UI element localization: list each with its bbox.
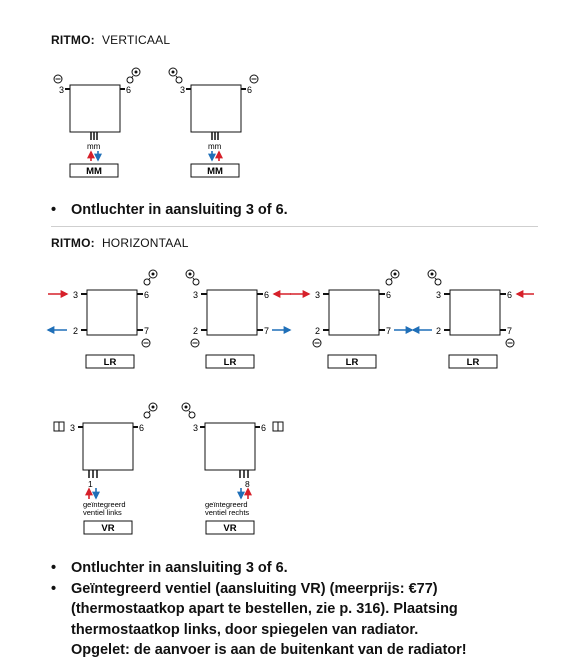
valve-head-icon [186, 270, 199, 285]
diagram-label: 6 [144, 290, 150, 300]
bullet-dot: • [51, 580, 57, 597]
plug-icon [54, 422, 64, 431]
bullet-continuation: (thermostaatkop apart te bestellen, zie p. 316). Plaatsing [71, 601, 458, 617]
orientation-label: VERTICAAL [101, 33, 171, 47]
diagram-label: geïntegreerd [205, 500, 248, 509]
vent-icon [250, 75, 258, 83]
plug-icon [273, 422, 283, 431]
bullet-item: Ontluchter in aansluiting 3 of 6. [71, 560, 288, 576]
diagram-label: 6 [261, 423, 267, 433]
vent-icon [506, 339, 514, 347]
bullet-list-vertical [51, 200, 531, 221]
vent-icon [313, 339, 321, 347]
diagram-label: LR [466, 357, 480, 368]
diagram-label: 7 [264, 326, 270, 336]
diagram-label: 3 [193, 290, 199, 300]
diagram-label: 3 [73, 290, 79, 300]
bottom-label: mm [87, 142, 101, 151]
port-3: 3 [59, 85, 65, 95]
port-6: 6 [247, 85, 253, 95]
bullet-dot: • [51, 202, 57, 218]
horizontal-diagram-3 [290, 270, 412, 368]
diagram-label: 8 [245, 479, 250, 489]
bullet-item: Geïntegreerd ventiel (aansluiting VR) (meerprijs: €77) [71, 580, 438, 597]
valve-head-icon [144, 403, 157, 418]
box-label: MM [207, 166, 223, 177]
horizontal-diagram-2 [186, 270, 291, 368]
horizontal-diagram-1 [48, 270, 157, 368]
diagram-label: 6 [507, 290, 513, 300]
vertical-diagram-2 [169, 68, 258, 177]
bullet-continuation: thermostaatkop links, door spiegelen van radiator. [71, 621, 419, 638]
diagram-label: VR [223, 523, 237, 534]
bullet-continuation: Opgelet: de aanvoer is aan de buitenkant van de radiator! [71, 642, 467, 658]
diagram-label: VR [101, 523, 115, 534]
valve-head-icon [127, 68, 140, 83]
horizontal-diagram-4 [413, 270, 534, 368]
bottom-label: mm [208, 142, 222, 151]
diagram-label: 3 [315, 290, 321, 300]
vent-icon [191, 339, 199, 347]
vr-diagram-1 [54, 403, 157, 534]
diagram-label: geïntegreerd [83, 500, 126, 509]
valve-head-icon [428, 270, 441, 285]
diagram-label: 2 [193, 326, 199, 336]
diagram-label: ventiel rechts [205, 508, 250, 517]
diagram-label: 2 [315, 326, 321, 336]
section-title-vertical [51, 33, 170, 47]
orientation-label: HORIZONTAAL [101, 236, 189, 250]
valve-head-icon [144, 270, 157, 285]
diagram-label: 3 [193, 423, 199, 433]
diagram-label: ventiel links [83, 508, 122, 517]
diagram-label: 3 [436, 290, 442, 300]
vertical-diagram-1 [54, 68, 140, 177]
valve-head-icon [182, 403, 195, 418]
diagram-label: 3 [70, 423, 76, 433]
section-title-horizontal [51, 236, 189, 250]
bullet-item: Ontluchter in aansluiting 3 of 6. [71, 202, 288, 218]
diagram-label: 6 [139, 423, 145, 433]
diagram-label: 6 [264, 290, 270, 300]
diagram-label: 2 [73, 326, 79, 336]
port-6: 6 [126, 85, 132, 95]
valve-head-icon [169, 68, 182, 83]
brand-label: RITMO: [51, 33, 95, 47]
diagram-label: 7 [386, 326, 392, 336]
box-label: MM [86, 166, 102, 177]
diagram-label: LR [223, 357, 237, 368]
diagram-label: 1 [88, 479, 93, 489]
port-3: 3 [180, 85, 186, 95]
diagram-label: 7 [144, 326, 150, 336]
vent-icon [54, 75, 62, 83]
divider [51, 226, 538, 227]
diagram-label: 6 [386, 290, 392, 300]
brand-label: RITMO: [51, 236, 95, 250]
diagram-label: 7 [507, 326, 513, 336]
vr-diagrams [40, 398, 300, 540]
bullet-list-horizontal [51, 558, 541, 662]
vent-icon [142, 339, 150, 347]
diagram-label: LR [345, 357, 359, 368]
bullet-dot: • [51, 560, 57, 576]
vr-diagram-2 [182, 403, 283, 534]
diagram-label: 2 [436, 326, 442, 336]
horizontal-diagrams [40, 262, 560, 374]
vertical-diagrams [40, 60, 280, 185]
diagram-label: LR [103, 357, 117, 368]
valve-head-icon [386, 270, 399, 285]
